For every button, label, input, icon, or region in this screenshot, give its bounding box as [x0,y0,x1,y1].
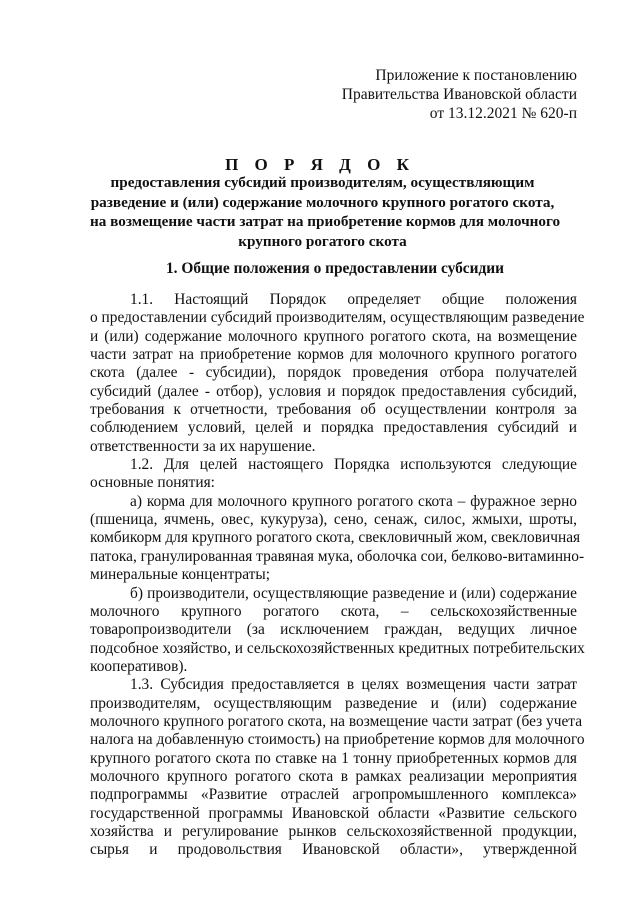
document-title: П О Р Я Д О К [225,155,415,174]
approval-line-1: Приложение к постановлению [375,67,577,84]
body-line: требования к отчетности, требования об осуществлении контроля за [90,401,577,419]
subtitle-line: предоставления субсидий производителям, осуществляющим [110,174,535,191]
body-line: субсидий (далее - отбор), условия и порядок предоставления субсидий, [90,382,577,400]
body-line: комбикорм для крупного рогатого скота, свекловичный жом, свекловичная [90,529,581,547]
body-line: кооперативов). [90,657,188,675]
subtitle-line: крупного рогатого скота [238,232,407,250]
body-line: патока, гранулированная травяная мука, оболочка сои, белково-витаминно- [90,547,585,565]
body-line: б) производители, осуществляющие разведение и (или) содержание [130,584,577,602]
body-line: и (или) содержание молочного крупного рогатого скота, на возмещение [90,327,577,345]
body-line: (пшеница, ячмень, овес, кукуруза), сено, сенаж, силос, жмыхи, шроты, [90,511,577,529]
body-line: соблюдением условий, целей и порядка предоставления субсидий и [90,419,577,437]
body-line: 1.2. Для целей настоящего Порядка используются следующие [130,456,577,474]
body-line: ответственности за их нарушение. [90,437,316,455]
body-line: сырья и продовольствия Ивановской области», утвержденной [90,841,577,859]
body-line: крупного рогатого скота по ставке на 1 тонну приобретенных кормов для [90,749,577,767]
body-line: 1.3. Субсидия предоставляется в целях возмещения части затрат [130,676,577,694]
body-line: минеральные концентраты; [90,566,270,584]
section-heading: 1. Общие положения о предоставлении субсидии [165,260,504,277]
body-line: производителям, осуществляющим разведение и (или) содержание [90,694,577,712]
body-line: молочного крупного рогатого скота, на возмещение части затрат (без учета [90,712,583,730]
body-line: основные понятия: [90,474,215,492]
body-line: 1.1. Настоящий Порядок определяет общие положения [130,291,577,308]
subtitle-line: разведение и (или) содержание молочного крупного рогатого скота, [90,193,555,211]
body-line: молочного крупного рогатого скота, – сельскохозяйственные [90,602,577,620]
body-line: части затрат на приобретение кормов для молочного крупного рогатого [90,346,577,364]
body-line: хозяйства и регулирование рынков сельскохозяйственной продукции, [90,822,577,840]
body-line: скота (далее - субсидии), порядок проведения отбора получателей [90,364,577,382]
body-line: товаропроизводители (за исключением граждан, ведущих личное [90,621,577,639]
document-body [90,291,585,860]
approval-stamp [342,66,577,123]
document-subtitle [90,173,561,251]
body-line: о предоставлении субсидий производителям, осуществляющим разведение [90,309,585,327]
approval-line-2: Правительства Ивановской области [341,86,577,103]
body-line: а) корма для молочного крупного рогатого скота – фуражное зерно [130,492,577,510]
body-line: налога на добавленную стоимость) на приобретение кормов для молочного [90,731,585,749]
body-line: молочного крупного рогатого скота в рамках реализации мероприятия [90,767,577,785]
body-line: государственной программы Ивановской области «Развитие сельского [90,804,577,822]
body-line: подпрограммы «Развитие отраслей агропромышленного комплекса» [90,786,577,804]
approval-line-3: от 13.12.2021 № 620-п [429,105,577,122]
subtitle-line: на возмещение части затрат на приобретение кормов для молочного [90,213,561,231]
body-line: подсобное хозяйство, и сельскохозяйственных кредитных потребительских [90,639,585,657]
